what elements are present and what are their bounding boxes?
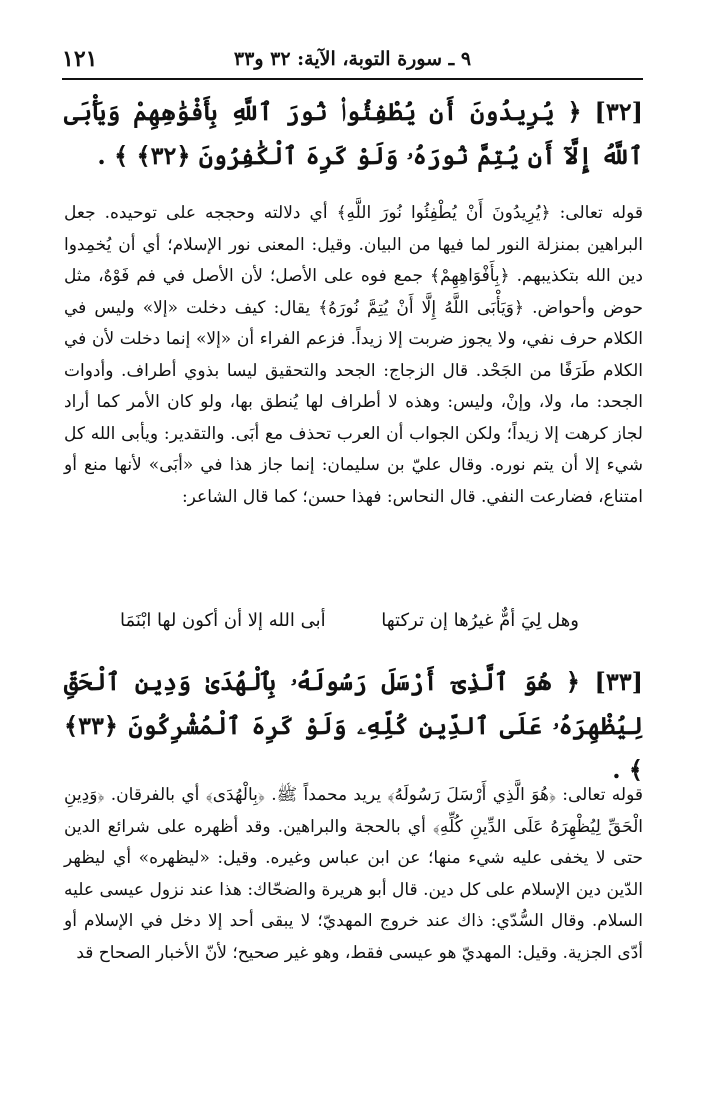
running-title: ٩ ـ سورة التوبة، الآية: ٣٢ و٣٣ bbox=[233, 48, 472, 70]
poem-first-hemistich: وهل لِيَ أمٌّ غيرُها إن تركتها bbox=[381, 610, 579, 631]
commentary-paragraph: قوله تعالى: ﴿هُوَ الَّذِي أَرْسَلَ رَسُولَهُ﴾ يريد محمداً ﷺ. ﴿بِالْهُدَى﴾ أي بالفرقان. ﴿وَدِينِ الْحَقِّ لِيُظْهِرَهُ عَلَى الدِّينِ كُلِّهِ﴾ أي بالحجة والبراهين. وقد أظهره على شرائع الدين حتى لا يخفى عليه شيء منها؛ عن ابن عباس وغيره. وقيل: «ليظهره» أي ليظهر الدّين دين الإسلام على كل دين. قال أبو هريرة والضحّاك: هذا عند نزول عيسى عليه السلام. وقال السُّدّي: ذاك عند خروج المهديّ؛ لا يبقى أحد إلا دخل في الإسلام أو أدّى الجزية. وقيل: المهديّ هو عيسى فقط، وهو غير صحيح؛ لأنّ الأخبار الصحاح قد bbox=[64, 785, 643, 963]
commentary-paragraph: قوله تعالى: ﴿يُرِيدُونَ أَنْ يُطْفِئُوا نُورَ اللَّهِ﴾ أي دلالته وحججه على توحيده. جعل البراهين بمنزلة النور لما فيها من البيان. وقيل: المعنى نور الإسلام؛ أي أن يُخمِدوا دين الله بتكذيبهم. ﴿بِأَفْوَاهِهِمْ﴾ جمع فوه على الأصل؛ لأن الأصل في فم فَوْهٌ، مثل حوض وأحواض. ﴿وَيَأْبَى اللَّهُ إِلَّا أَنْ يُتِمَّ نُورَهُ﴾ يقال: كيف دخلت «إلا» وليس في الكلام حرف نفي، ولا يجوز ضربت إلا زيداً. فزعم الفراء أن «إلا» إنما دخلت لأن في الكلام طَرَفًا من الجَحْد. قال الزجاج: الجحد والتحقيق ليسا بذوي أطراف. وأدوات الجحد: ما، ولا، وإنْ، وليس: وهذه لا أطراف لها يُنطق بها، ولو كان الأمر كما أراد لجاز كرهت إلا زيداً؛ ولكن الجواب أن العرب تحذف مع أبَى. والتقدير: ويأبى الله كل شيء إلا أن يتم نوره. وقال عليّ بن سليمان: إنما جاز هذا في «أبَى» لأنها منع أو امتناع، فضارعت النفي. قال النحاس: فهذا حسن؛ كما قال الشاعر: bbox=[64, 203, 643, 507]
verse-number: [٣٣] bbox=[594, 667, 643, 696]
poem-second-hemistich: أبى الله إلا أن أكون لها ابْنَمَا bbox=[120, 610, 326, 631]
verse-number: [٣٢] bbox=[594, 97, 643, 126]
page-header bbox=[62, 44, 643, 80]
verse-32 bbox=[64, 90, 643, 178]
poem-verse bbox=[100, 610, 603, 644]
verse-33 bbox=[64, 660, 643, 792]
verse-text: ﴿ هُوَ ٱلَّذِىٓ أَرْسَلَ رَسُولَهُۥ بِٱلْهُدَىٰ وَدِينِ ٱلْحَقِّ لِيُظْهِرَهُۥ عَلَى ٱلدِّينِ كُلِّهِۦ وَلَوْ كَرِهَ ٱلْمُشْرِكُونَ ﴿٣٣﴾ ﴾ . bbox=[64, 667, 643, 784]
verse-text: ﴿ يُرِيدُونَ أَن يُطْفِئُوا۟ نُورَ ٱللَّهِ بِأَفْوَٰهِهِمْ وَيَأْبَى ٱللَّهُ إِلَّآ أَن يُتِمَّ نُورَهُۥ وَلَوْ كَرِهَ ٱلْكَٰفِرُونَ ﴿٣٢﴾ ﴾ . bbox=[64, 97, 643, 170]
page-number: ١٢١ bbox=[62, 46, 98, 72]
